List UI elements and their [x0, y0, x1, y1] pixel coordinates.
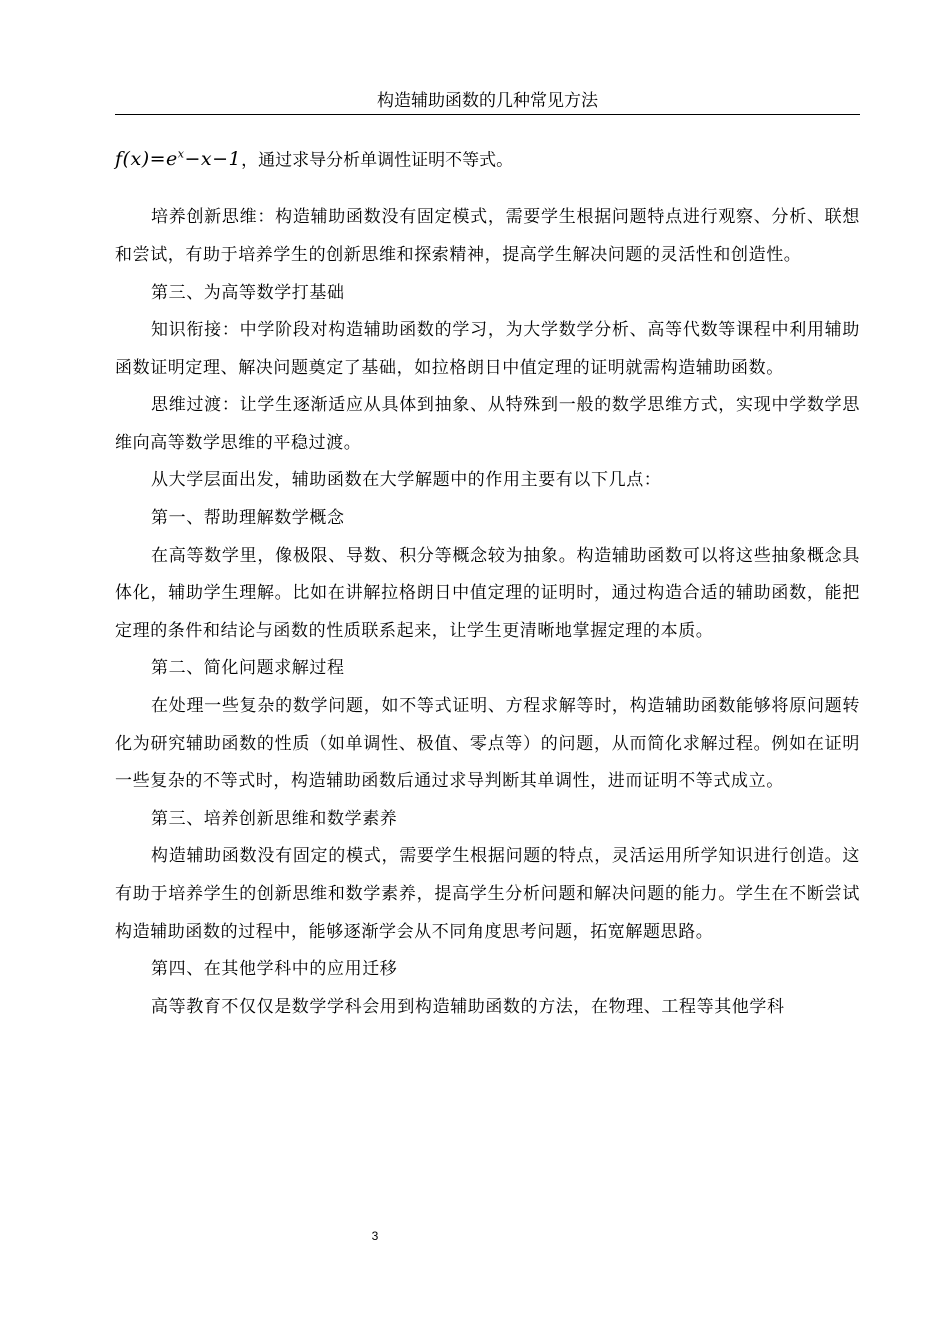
paragraph-transfer: 高等教育不仅仅是数学学科会用到构造辅助函数的方法，在物理、工程等其他学科	[151, 996, 785, 1017]
heading-second-simplify: 第二、简化问题求解过程	[151, 658, 345, 679]
page-number: 3	[371, 1229, 379, 1243]
paragraph-simplify: 在处理一些复杂的数学问题，如不等式证明、方程求解等时，构造辅助函数能够将原问题转化为研究辅助函数的性质（如单调性、极值、零点等）的问题，从而简化求解过程。例如在证明一些复杂的不等式时，构造辅助函数后通过求导判断其单调性，进而证明不等式成立。	[115, 696, 860, 792]
paragraph-innovation-literacy: 构造辅助函数没有固定的模式，需要学生根据问题的特点，灵活运用所学知识进行创造。这有助于培养学生的创新思维和数学素养，提高学生分析问题和解决问题的能力。学生在不断尝试构造辅助函数的过程中，能够逐渐学会从不同角度思考问题，拓宽解题思路。	[115, 846, 860, 942]
formula-f: f	[115, 148, 123, 171]
formula-x: x	[130, 148, 142, 171]
paragraph-knowledge-link: 知识衔接：中学阶段对构造辅助函数的学习，为大学数学分析、高等代数等课程中利用辅助函数证明定理、解决问题奠定了基础，如拉格朗日中值定理的证明就需构造辅助函数。	[115, 320, 860, 378]
page-body	[115, 138, 860, 1026]
formula-rest: −x−1	[184, 148, 242, 171]
heading-first-concepts: 第一、帮助理解数学概念	[151, 508, 345, 529]
heading-fourth-transfer: 第四、在其他学科中的应用迁移	[151, 959, 398, 980]
paragraph-concepts: 在高等数学里，像极限、导数、积分等概念较为抽象。构造辅助函数可以将这些抽象概念具体化，辅助学生理解。比如在讲解拉格朗日中值定理的证明时，通过构造合适的辅助函数，能把定理的条件和结论与函数的性质联系起来，让学生更清晰地掌握定理的本质。	[115, 545, 860, 641]
heading-third-innovation: 第三、培养创新思维和数学素养	[151, 808, 398, 829]
formula-exponent: x	[177, 148, 185, 161]
heading-third-foundation: 第三、为高等数学打基础	[151, 282, 345, 303]
formula-expression	[115, 148, 241, 170]
paragraph-thinking-transition: 思维过渡：让学生逐渐适应从具体到抽象、从特殊到一般的数学思维方式，实现中学数学思维向高等数学思维的平稳过渡。	[115, 395, 860, 453]
formula-tail: ，通过求导分析单调性证明不等式。	[241, 150, 514, 171]
formula-lparen: (	[122, 148, 131, 171]
paragraph-university-intro: 从大学层面出发，辅助函数在大学解题中的作用主要有以下几点：	[151, 470, 662, 491]
formula-e: e	[166, 148, 178, 171]
paragraph-innovation: 培养创新思维：构造辅助函数没有固定模式，需要学生根据问题特点进行观察、分析、联想和尝试，有助于培养学生的创新思维和探索精神，提高学生解决问题的灵活性和创造性。	[115, 207, 860, 265]
formula-line	[115, 138, 860, 177]
header-rule	[115, 114, 860, 115]
formula-rparen-eq: )=	[141, 148, 167, 171]
running-header: 构造辅助函数的几种常见方法	[377, 91, 598, 111]
